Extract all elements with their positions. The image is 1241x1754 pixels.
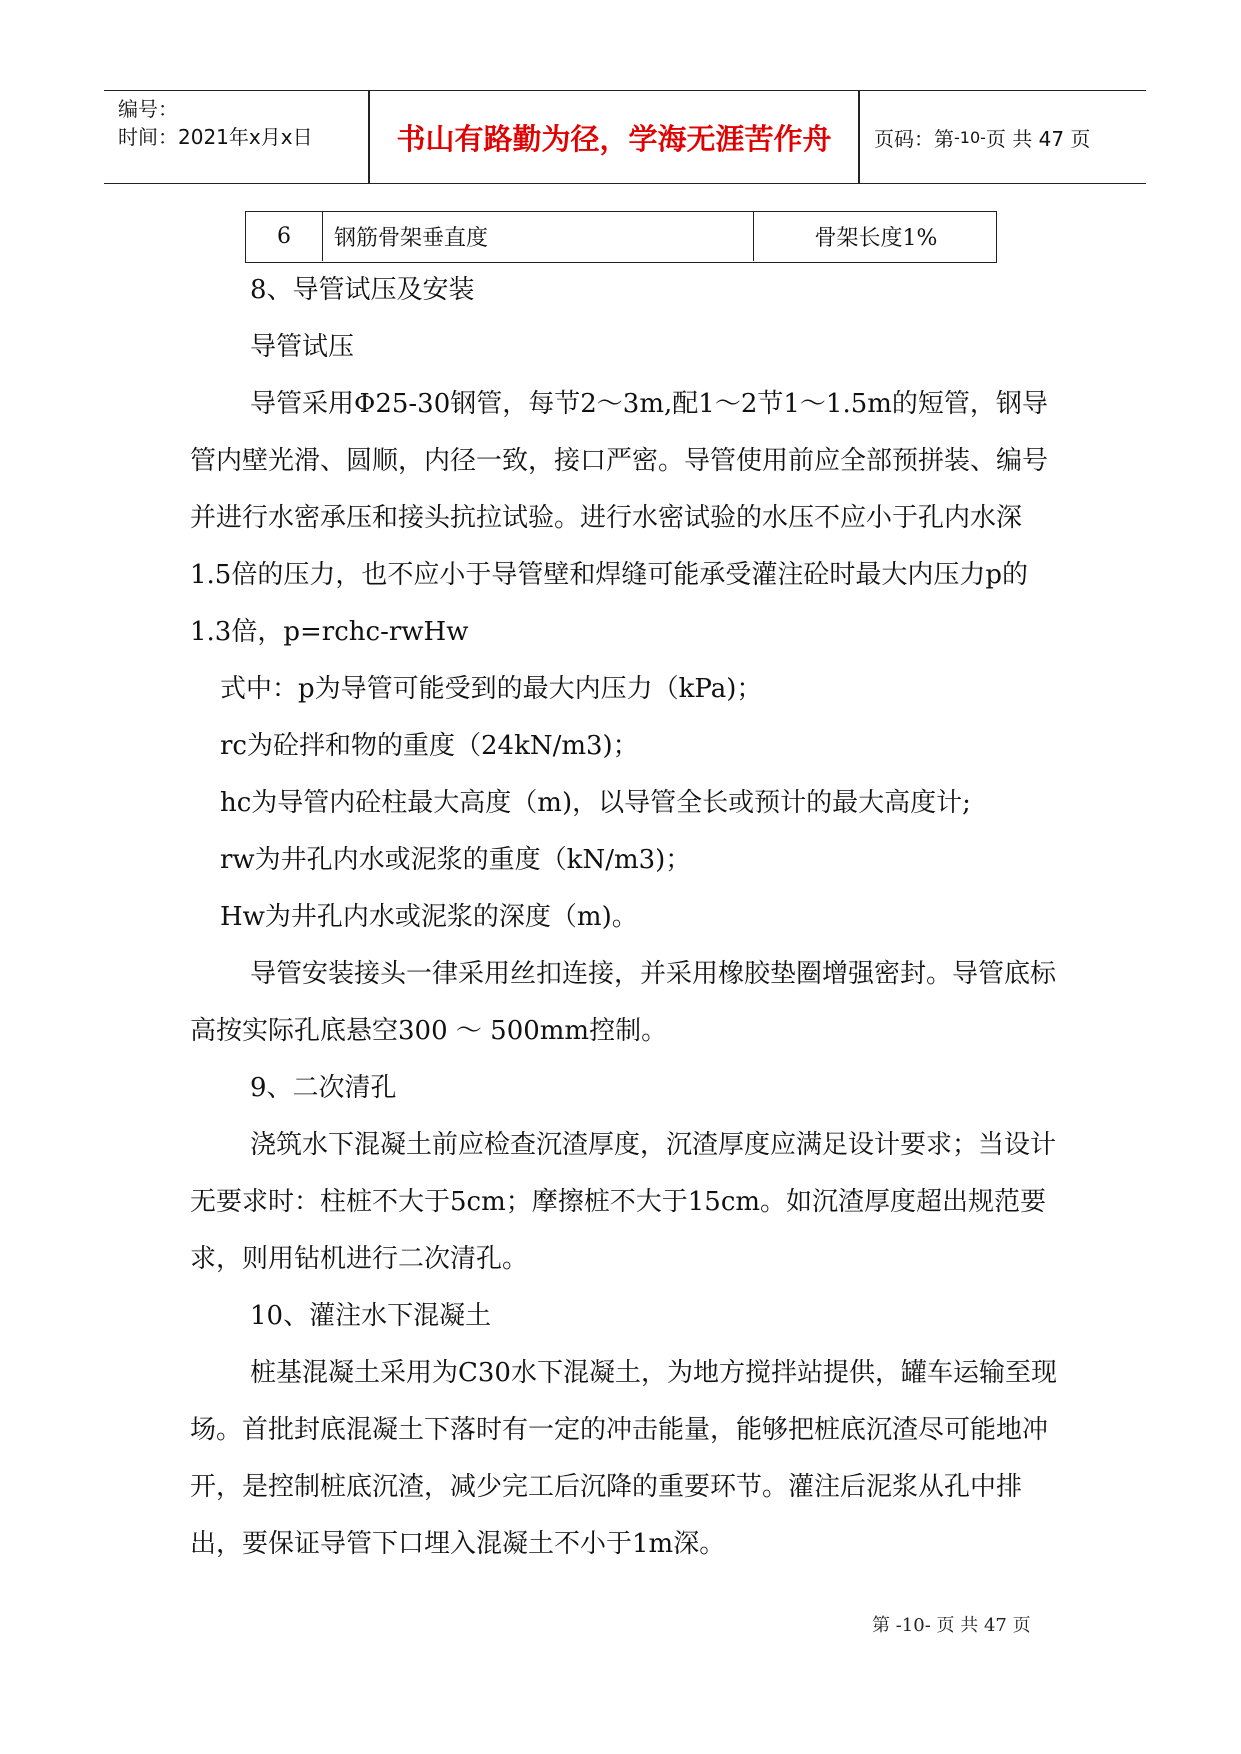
section-heading: 10、灌注水下混凝土 [250,1301,492,1331]
header-page-number [874,91,1090,183]
time-label: 时间：2021年x月x日 [118,125,313,149]
paragraph: 导管安装接头一律采用丝扣连接，并采用橡胶垫圈增强密封。导管底标高按实际孔底悬空300 ～ 500mm控制。 [190,959,1057,1046]
formula-note: Hw为井孔内水或泥浆的深度（m)。 [220,902,638,932]
page-number: -10- [954,127,986,147]
formula-note: rc为砼拌和物的重度（24kN/m3)； [220,731,639,761]
tolerance-table [245,211,997,263]
header-divider [858,91,860,183]
formula-note: hc为导管内砼柱最大高度（m)，以导管全长或预计的最大高度计; [220,788,971,818]
header-meta [118,95,368,151]
header-motto: 书山有路勤为径，学海无涯苦作舟 [396,121,832,156]
page-footer: 第 -10- 页 共 47 页 [872,1615,1031,1636]
paragraph: 浇筑水下混凝土前应检查沉渣厚度，沉渣厚度应满足设计要求；当设计无要求时：柱桩不大于5cm；摩擦桩不大于15cm。如沉渣厚度超出规范要求，则用钻机进行二次清孔。 [190,1130,1057,1274]
page-prefix: 页码：第 [874,126,954,151]
page-header [104,90,1146,184]
table-cell-index: 6 [246,212,323,261]
table-cell-tolerance: 骨架长度1% [814,226,938,251]
subsection-heading: 导管试压 [250,332,355,362]
paragraph: 桩基混凝土采用为C30水下混凝土，为地方搅拌站提供，罐车运输至现场。首批封底混凝土下落时有一定的冲击能量，能够把桩底沉渣尽可能地冲开，是控制桩底沉渣，减少完工后沉降的重要环节。灌注后泥浆从孔中排出，要保证导管下口埋入混凝土不小于1m深。 [190,1358,1057,1559]
section-heading: 8、导管试压及安装 [250,275,475,305]
document-body [190,262,1060,1573]
code-label: 编号： [118,97,178,121]
formula-note: rw为井孔内水或泥浆的重度（kN/m3)； [220,845,692,875]
section-heading: 9、二次清孔 [250,1073,397,1103]
formula-note: 式中：p为导管可能受到的最大内压力（kPa)； [220,674,763,704]
page-suffix: 页 共 47 页 [985,126,1091,151]
paragraph: 导管采用Φ25-30钢管，每节2～3m,配1～2节1～1.5m的短管，钢导管内壁光滑、圆顺，内径一致，接口严密。导管使用前应全部预拼装、编号并进行水密承压和接头抗拉试验。进行水密试验的水压不应小于孔内水深1.5倍的压力，也不应小于导管壁和焊缝可能承受灌注砼时最大内压力p的1.3倍，p=rchc-rwHw [190,389,1049,647]
table-cell-item: 钢筋骨架垂直度 [324,212,754,261]
